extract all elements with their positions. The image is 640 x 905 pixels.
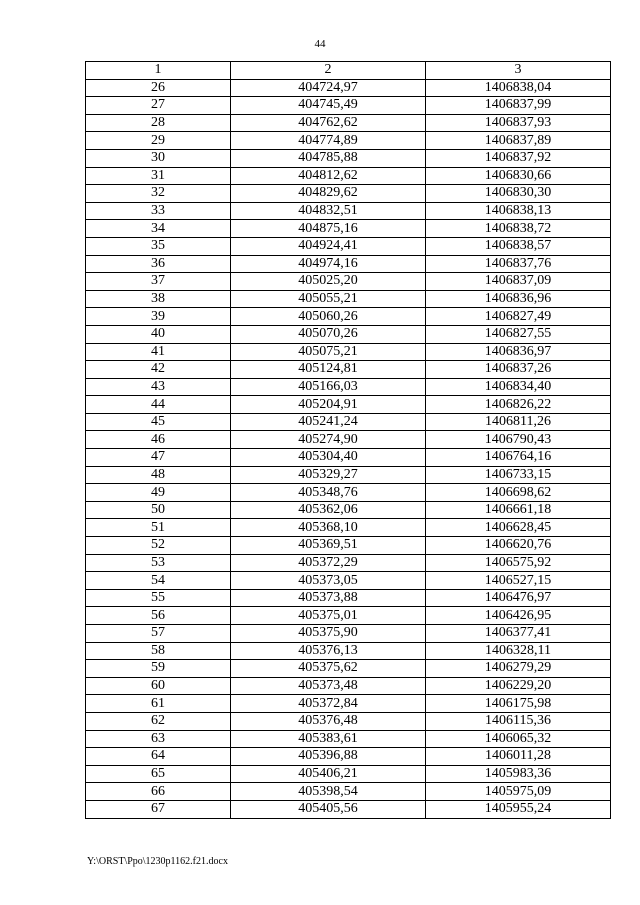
- x-coordinate-cell: 405070,26: [231, 325, 426, 343]
- y-coordinate-cell: 1406836,97: [426, 343, 611, 361]
- table-row: [86, 167, 611, 185]
- point-number-cell: 31: [86, 167, 231, 185]
- table-row: [86, 149, 611, 167]
- table-row: [86, 361, 611, 379]
- point-number-cell: 45: [86, 413, 231, 431]
- x-coordinate-cell: 405375,01: [231, 607, 426, 625]
- x-coordinate-cell: 405373,88: [231, 589, 426, 607]
- x-coordinate-cell: 405348,76: [231, 484, 426, 502]
- table-row: [86, 466, 611, 484]
- y-coordinate-cell: 1406838,57: [426, 237, 611, 255]
- y-coordinate-cell: 1406837,09: [426, 273, 611, 291]
- y-coordinate-cell: 1406527,15: [426, 572, 611, 590]
- y-coordinate-cell: 1406830,30: [426, 185, 611, 203]
- x-coordinate-cell: 405376,48: [231, 712, 426, 730]
- y-coordinate-cell: 1406661,18: [426, 501, 611, 519]
- footer-file-path: Y:\ORST\Ppo\1230p1162.f21.docx: [87, 856, 228, 867]
- x-coordinate-cell: 405075,21: [231, 343, 426, 361]
- x-coordinate-cell: 405204,91: [231, 396, 426, 414]
- point-number-cell: 47: [86, 449, 231, 467]
- point-number-cell: 37: [86, 273, 231, 291]
- x-coordinate-cell: 405383,61: [231, 730, 426, 748]
- y-coordinate-cell: 1406827,55: [426, 325, 611, 343]
- x-coordinate-cell: 404974,16: [231, 255, 426, 273]
- table-row: [86, 748, 611, 766]
- y-coordinate-cell: 1406115,36: [426, 712, 611, 730]
- x-coordinate-cell: 405373,48: [231, 677, 426, 695]
- point-number-cell: 33: [86, 202, 231, 220]
- point-number-cell: 50: [86, 501, 231, 519]
- point-number-cell: 65: [86, 765, 231, 783]
- x-coordinate-cell: 405241,24: [231, 413, 426, 431]
- point-number-cell: 44: [86, 396, 231, 414]
- point-number-cell: 26: [86, 79, 231, 97]
- point-number-cell: 38: [86, 290, 231, 308]
- table-row: [86, 79, 611, 97]
- table-row: [86, 449, 611, 467]
- table-row: [86, 783, 611, 801]
- point-number-cell: 51: [86, 519, 231, 537]
- y-coordinate-cell: 1406827,49: [426, 308, 611, 326]
- table-row: [86, 431, 611, 449]
- point-number-cell: 52: [86, 537, 231, 555]
- x-coordinate-cell: 405376,13: [231, 642, 426, 660]
- point-number-cell: 61: [86, 695, 231, 713]
- y-coordinate-cell: 1406837,89: [426, 132, 611, 150]
- table-row: [86, 765, 611, 783]
- x-coordinate-cell: 405369,51: [231, 537, 426, 555]
- y-coordinate-cell: 1406834,40: [426, 378, 611, 396]
- x-coordinate-cell: 405055,21: [231, 290, 426, 308]
- table-row: [86, 554, 611, 572]
- y-coordinate-cell: 1406837,92: [426, 149, 611, 167]
- point-number-cell: 62: [86, 712, 231, 730]
- point-number-cell: 54: [86, 572, 231, 590]
- y-coordinate-cell: 1406698,62: [426, 484, 611, 502]
- x-coordinate-cell: 405368,10: [231, 519, 426, 537]
- coordinates-table: [85, 61, 611, 819]
- table-row: [86, 220, 611, 238]
- x-coordinate-cell: 405124,81: [231, 361, 426, 379]
- table-header-row: [86, 62, 611, 80]
- point-number-cell: 48: [86, 466, 231, 484]
- point-number-cell: 43: [86, 378, 231, 396]
- table-row: [86, 537, 611, 555]
- x-coordinate-cell: 405329,27: [231, 466, 426, 484]
- table-row: [86, 589, 611, 607]
- table-row: [86, 325, 611, 343]
- y-coordinate-cell: 1406838,04: [426, 79, 611, 97]
- table-row: [86, 625, 611, 643]
- point-number-cell: 41: [86, 343, 231, 361]
- x-coordinate-cell: 405396,88: [231, 748, 426, 766]
- table-row: [86, 185, 611, 203]
- y-coordinate-cell: 1406837,76: [426, 255, 611, 273]
- y-coordinate-cell: 1406620,76: [426, 537, 611, 555]
- y-coordinate-cell: 1406328,11: [426, 642, 611, 660]
- y-coordinate-cell: 1406175,98: [426, 695, 611, 713]
- x-coordinate-cell: 404875,16: [231, 220, 426, 238]
- table-row: [86, 378, 611, 396]
- point-number-cell: 59: [86, 660, 231, 678]
- y-coordinate-cell: 1406790,43: [426, 431, 611, 449]
- y-coordinate-cell: 1406837,26: [426, 361, 611, 379]
- point-number-cell: 63: [86, 730, 231, 748]
- table-row: [86, 273, 611, 291]
- x-coordinate-cell: 404774,89: [231, 132, 426, 150]
- point-number-cell: 32: [86, 185, 231, 203]
- point-number-cell: 53: [86, 554, 231, 572]
- table-row: [86, 642, 611, 660]
- y-coordinate-cell: 1406830,66: [426, 167, 611, 185]
- y-coordinate-cell: 1406764,16: [426, 449, 611, 467]
- x-coordinate-cell: 404762,62: [231, 114, 426, 132]
- table-row: [86, 484, 611, 502]
- point-number-cell: 29: [86, 132, 231, 150]
- point-number-cell: 30: [86, 149, 231, 167]
- y-coordinate-cell: 1406733,15: [426, 466, 611, 484]
- x-coordinate-cell: 405304,40: [231, 449, 426, 467]
- point-number-cell: 35: [86, 237, 231, 255]
- table-header: [86, 62, 611, 80]
- x-coordinate-cell: 404745,49: [231, 97, 426, 115]
- point-number-cell: 56: [86, 607, 231, 625]
- table-row: [86, 308, 611, 326]
- point-number-cell: 28: [86, 114, 231, 132]
- table-row: [86, 712, 611, 730]
- y-coordinate-cell: 1406229,20: [426, 677, 611, 695]
- table-row: [86, 290, 611, 308]
- table-row: [86, 607, 611, 625]
- table-row: [86, 202, 611, 220]
- table-row: [86, 572, 611, 590]
- point-number-cell: 67: [86, 800, 231, 818]
- x-coordinate-cell: 405060,26: [231, 308, 426, 326]
- table-body: [86, 79, 611, 818]
- y-coordinate-cell: 1406838,72: [426, 220, 611, 238]
- table-row: [86, 255, 611, 273]
- y-coordinate-cell: 1406011,28: [426, 748, 611, 766]
- point-number-cell: 60: [86, 677, 231, 695]
- table-row: [86, 501, 611, 519]
- table-row: [86, 237, 611, 255]
- table-row: [86, 519, 611, 537]
- table-row: [86, 695, 611, 713]
- point-number-cell: 34: [86, 220, 231, 238]
- point-number-cell: 36: [86, 255, 231, 273]
- y-coordinate-cell: 1405955,24: [426, 800, 611, 818]
- column-header: 1: [86, 62, 231, 80]
- point-number-cell: 39: [86, 308, 231, 326]
- table-row: [86, 97, 611, 115]
- table-row: [86, 413, 611, 431]
- y-coordinate-cell: 1406575,92: [426, 554, 611, 572]
- y-coordinate-cell: 1406826,22: [426, 396, 611, 414]
- x-coordinate-cell: 405405,56: [231, 800, 426, 818]
- x-coordinate-cell: 404829,62: [231, 185, 426, 203]
- x-coordinate-cell: 405166,03: [231, 378, 426, 396]
- y-coordinate-cell: 1405975,09: [426, 783, 611, 801]
- y-coordinate-cell: 1406837,93: [426, 114, 611, 132]
- x-coordinate-cell: 404724,97: [231, 79, 426, 97]
- x-coordinate-cell: 405372,29: [231, 554, 426, 572]
- column-header: 3: [426, 62, 611, 80]
- x-coordinate-cell: 404785,88: [231, 149, 426, 167]
- point-number-cell: 42: [86, 361, 231, 379]
- x-coordinate-cell: 405362,06: [231, 501, 426, 519]
- y-coordinate-cell: 1406838,13: [426, 202, 611, 220]
- x-coordinate-cell: 405398,54: [231, 783, 426, 801]
- y-coordinate-cell: 1406628,45: [426, 519, 611, 537]
- y-coordinate-cell: 1406837,99: [426, 97, 611, 115]
- x-coordinate-cell: 405375,90: [231, 625, 426, 643]
- x-coordinate-cell: 405025,20: [231, 273, 426, 291]
- point-number-cell: 49: [86, 484, 231, 502]
- table-row: [86, 660, 611, 678]
- point-number-cell: 40: [86, 325, 231, 343]
- y-coordinate-cell: 1406279,29: [426, 660, 611, 678]
- x-coordinate-cell: 404832,51: [231, 202, 426, 220]
- column-header: 2: [231, 62, 426, 80]
- table-row: [86, 114, 611, 132]
- x-coordinate-cell: 404924,41: [231, 237, 426, 255]
- x-coordinate-cell: 405274,90: [231, 431, 426, 449]
- x-coordinate-cell: 405375,62: [231, 660, 426, 678]
- x-coordinate-cell: 405373,05: [231, 572, 426, 590]
- x-coordinate-cell: 405406,21: [231, 765, 426, 783]
- table-row: [86, 343, 611, 361]
- y-coordinate-cell: 1406065,32: [426, 730, 611, 748]
- table-row: [86, 800, 611, 818]
- table-row: [86, 677, 611, 695]
- point-number-cell: 64: [86, 748, 231, 766]
- y-coordinate-cell: 1406836,96: [426, 290, 611, 308]
- point-number-cell: 27: [86, 97, 231, 115]
- y-coordinate-cell: 1405983,36: [426, 765, 611, 783]
- y-coordinate-cell: 1406811,26: [426, 413, 611, 431]
- x-coordinate-cell: 405372,84: [231, 695, 426, 713]
- page-number: 44: [314, 38, 326, 50]
- point-number-cell: 57: [86, 625, 231, 643]
- table-row: [86, 132, 611, 150]
- point-number-cell: 66: [86, 783, 231, 801]
- point-number-cell: 58: [86, 642, 231, 660]
- y-coordinate-cell: 1406426,95: [426, 607, 611, 625]
- x-coordinate-cell: 404812,62: [231, 167, 426, 185]
- table-row: [86, 730, 611, 748]
- y-coordinate-cell: 1406476,97: [426, 589, 611, 607]
- point-number-cell: 55: [86, 589, 231, 607]
- table-row: [86, 396, 611, 414]
- y-coordinate-cell: 1406377,41: [426, 625, 611, 643]
- point-number-cell: 46: [86, 431, 231, 449]
